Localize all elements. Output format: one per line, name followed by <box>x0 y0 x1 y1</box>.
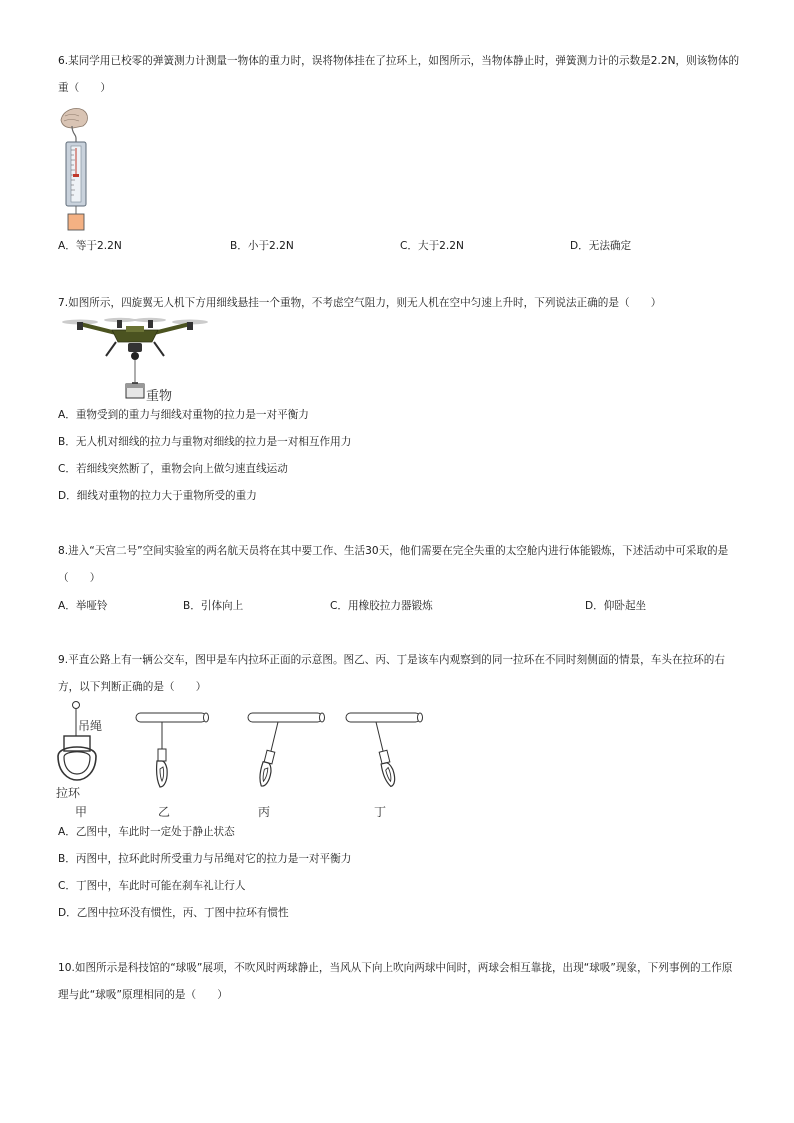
question-6-option-a[interactable]: A．等于2.2N <box>58 240 122 252</box>
question-7-stem: 7.如图所示，四旋翼无人机下方用细线悬挂一个重物，不考虑空气阻力，则无人机在空中匀速上升时，下列说法正确的是（ ） <box>58 297 662 309</box>
ring-side-view-yi <box>132 709 212 793</box>
ring-side-view-ding <box>342 709 426 793</box>
question-6-stem: 6.某同学用已校零的弹簧测力计测量一物体的重力时，误将物体挂在了拉环上，如图所示，当物体静止时，弹簧测力计的示数是2.2N，则该物体的重（ ） <box>58 55 740 94</box>
weight-label: 重物 <box>146 389 173 404</box>
figure-ding-label: 丁 <box>374 805 387 819</box>
question-10-stem: 10.如图所示是科技馆的“球吸”展项，不吹风时两球静止，当风从下向上吹向两球中间时，两球会相互靠拢，出现“球吸”现象，下列事例的工作原理与此“球吸”原理相同的是（ ） <box>58 962 733 1001</box>
question-6-option-c[interactable]: C．大于2.2N <box>400 240 464 252</box>
question-7-option-c[interactable]: C．若细线突然断了，重物会向上做匀速直线运动 <box>58 463 288 475</box>
rope-label: 吊绳 <box>78 719 103 733</box>
figure-bing-label: 丙 <box>258 805 271 819</box>
question-8-option-b[interactable]: B．引体向上 <box>183 600 244 612</box>
question-6-option-b[interactable]: B．小于2.2N <box>230 240 294 252</box>
ring-front-view-figure <box>52 700 112 786</box>
question-6-option-d[interactable]: D．无法确定 <box>570 240 632 252</box>
question-9-stem: 9.平直公路上有一辆公交车，图甲是车内拉环正面的示意图。图乙、丙、丁是该车内观察到的同一拉环在不同时刻侧面的情景，车头在拉环的右方，以下判断正确的是（ ） <box>58 654 725 693</box>
question-8-stem: 8.进入“天宫二号”空间实验室的两名航天员将在其中要工作、生活30天，他们需要在完全失重的太空舱内进行体能锻炼，下述活动中可采取的是（ ） <box>58 545 729 584</box>
question-9-option-d[interactable]: D．乙图中拉环没有惯性，丙、丁图中拉环有惯性 <box>58 907 289 919</box>
figure-jia-label: 甲 <box>75 805 88 819</box>
question-7-option-b[interactable]: B．无人机对细线的拉力与重物对细线的拉力是一对相互作用力 <box>58 436 352 448</box>
question-7-option-a[interactable]: A．重物受到的重力与细线对重物的拉力是一对平衡力 <box>58 409 309 421</box>
question-8-option-a[interactable]: A．举哑铃 <box>58 600 108 612</box>
ring-label: 拉环 <box>56 786 81 800</box>
figure-yi-label: 乙 <box>158 805 171 819</box>
question-7-option-d[interactable]: D．细线对重物的拉力大于重物所受的重力 <box>58 490 257 502</box>
question-9-option-c[interactable]: C．丁图中，车此时可能在刹车礼让行人 <box>58 880 246 892</box>
question-9-option-b[interactable]: B．丙图中，拉环此时所受重力与吊绳对它的拉力是一对平衡力 <box>58 853 352 865</box>
question-8-option-c[interactable]: C．用橡胶拉力器锻炼 <box>330 600 433 612</box>
question-9-option-a[interactable]: A．乙图中，车此时一定处于静止状态 <box>58 826 235 838</box>
question-8-option-d[interactable]: D．仰卧起坐 <box>585 600 647 612</box>
drone-figure <box>60 316 210 400</box>
ring-side-view-bing <box>244 709 328 793</box>
spring-scale-figure <box>55 106 95 232</box>
